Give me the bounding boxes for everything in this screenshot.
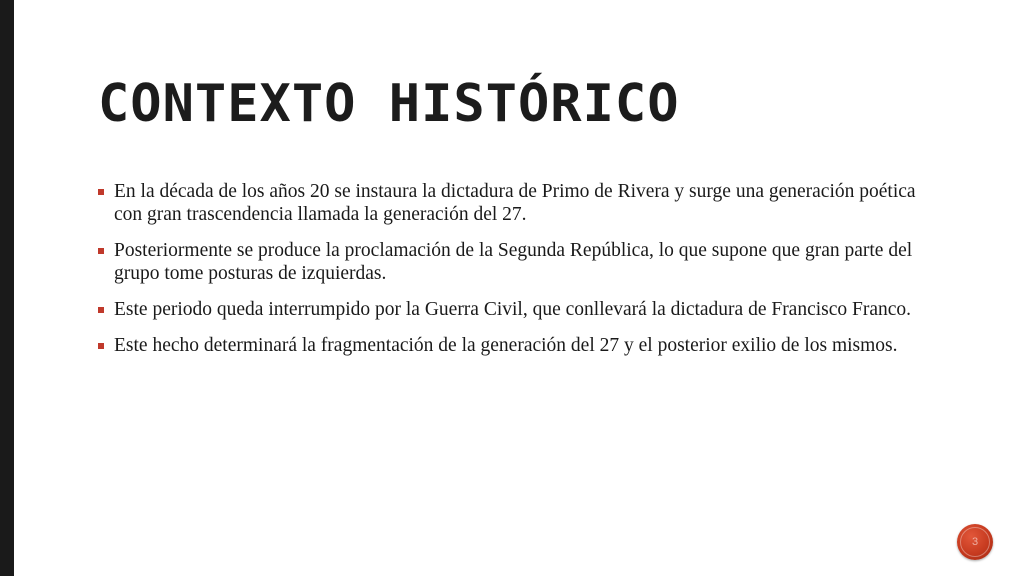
page-number-badge	[957, 524, 993, 560]
left-accent-bar	[0, 0, 14, 576]
page-number: 3	[971, 536, 979, 548]
bullet-text: Este periodo queda interrumpido por la Guerra Civil, que conllevará la dictadura de Francisco Franco.	[114, 299, 912, 320]
bullet-text: Este hecho determinará la fragmentación de la generación del 27 y el posterior exilio de los mismos.	[114, 335, 898, 356]
bullet-text: En la década de los años 20 se instaura la dictadura de Primo de Rivera y surge una generación poética con gran trascendencia llamada la generación del 27.	[114, 181, 916, 225]
bullet-item	[98, 298, 928, 321]
bullet-item	[98, 180, 928, 226]
slide-title: CONTEXTO HISTÓRICO	[98, 74, 680, 134]
bullet-text: Posteriormente se produce la proclamación de la Segunda República, lo que supone que gran parte del grupo tome posturas de izquierdas.	[114, 240, 913, 284]
square-bullet-icon	[98, 307, 104, 313]
square-bullet-icon	[98, 189, 104, 195]
bullet-list	[98, 180, 928, 370]
square-bullet-icon	[98, 248, 104, 254]
square-bullet-icon	[98, 343, 104, 349]
bullet-item	[98, 334, 928, 357]
bullet-item	[98, 239, 928, 285]
